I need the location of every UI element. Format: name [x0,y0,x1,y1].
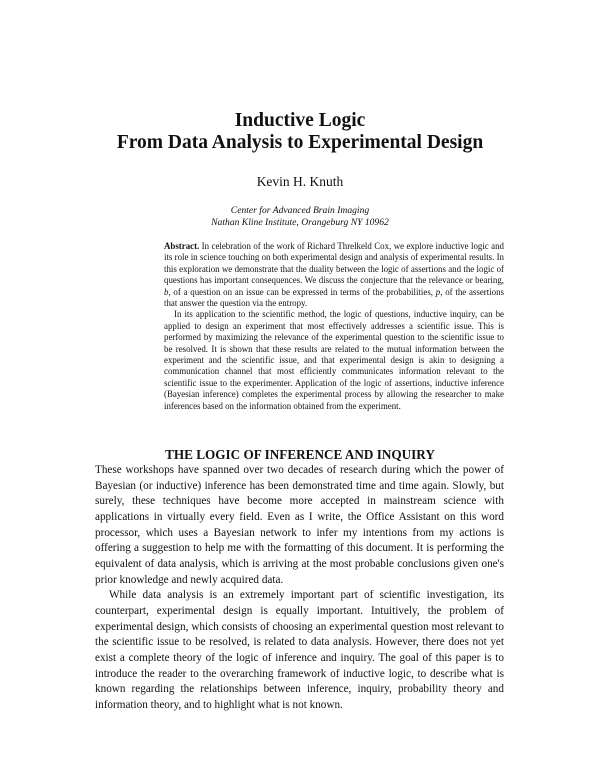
abstract-text-1c: , of a question on an issue can be expressed in terms of the probabilities, [168,286,436,297]
body-paragraph-1: These workshops have spanned over two decades of research during which the power of Bayesian (or inductive) inference has been demonstrated time and time again. Slowly, but surely, these techniques have become more accepted in mainstream science with applications in virtually every field. Even as I write, the Office Assistant on this word processor, which uses a Bayesian network to infer my intentions from my actions is offering a suggestion to help me with the formatting of this document. It is performing the equivalent of data analysis, which is arriving at the most probable conclusions given one's prior knowledge and newly acquired data. [95,464,504,586]
abstract-symbol-p: p [435,286,441,297]
affiliation-line-1: Center for Advanced Brain Imaging [230,205,370,216]
abstract-text-1a: In celebration of the work of Richard Threlkeld Cox, we explore inductive logic and its role in science touching on both experimental design and analysis of experimental results. In this exploration we demonstrate that the duality between the logic of assertions and the logic of questions has important consequences. We discuss the conjecture that the relevance or bearing, [164,241,504,286]
abstract-paragraph-1 [164,241,504,309]
body-text [95,463,504,714]
section-heading: THE LOGIC OF INFERENCE AND INQUIRY [165,446,435,462]
abstract-symbol-b: b [164,286,169,297]
affiliation-line-2: Nathan Kline Institute, Orangeburg NY 10962 [211,217,389,228]
abstract-label: Abstract. [164,241,200,251]
author-name: Kevin H. Knuth [256,174,344,189]
abstract [164,241,504,412]
body-paragraph-2: While data analysis is an extremely important part of scientific investigation, its counterpart, experimental design is equally important. Intuitively, the problem of experimental design, which consists of choosing an experimental question most relevant to the scientific issue to be resolved, is related to data analysis. However, there does not yet exist a complete theory of the logic of inference and inquiry. The goal of this paper is to introduce the reader to the overarching framework of inductive logic, to describe what is known regarding the relationships between inference, inquiry, probability theory and information theory, and to highlight what is not known. [95,589,504,711]
paper-title-line-2: From Data Analysis to Experimental Design [116,132,484,153]
abstract-text-1e: , of the assertions that answer the question via the entropy. [164,286,504,309]
abstract-paragraph-2: In its application to the scientific method, the logic of questions, inductive inquiry, can be applied to design an experiment that most effectively addresses a scientific issue. This is performed by maximizing the relevance of the experimental question to the scientific issue to be resolved. It is shown that these results are related to the mutual information between the experiment and the scientific issue, and that experimental design is akin to designing a communication channel that most efficiently communicates information relevant to the scientific issue to the experimenter. Application of the logic of assertions, inductive inference (Bayesian inference) completes the experimental process by allowing the researcher to make inferences based on the information obtained from the experiment. [164,309,504,411]
paper-title-line-1: Inductive Logic [234,110,366,131]
